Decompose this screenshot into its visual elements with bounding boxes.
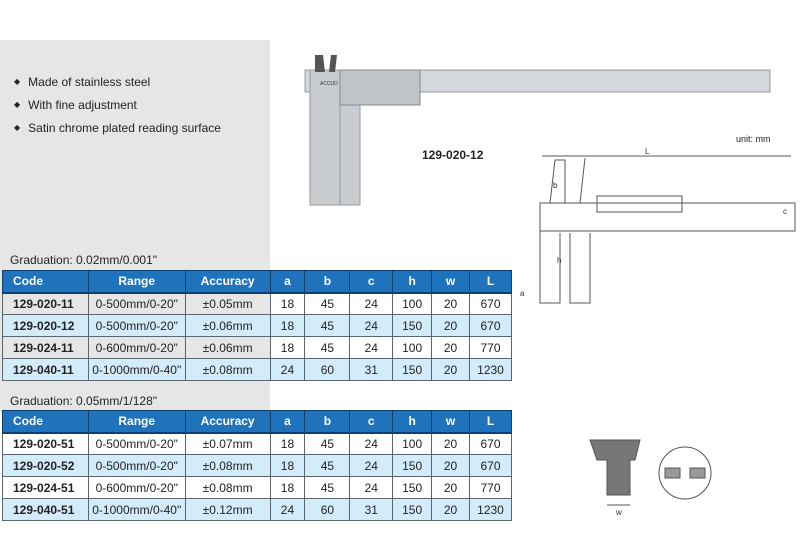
cell-h: 100	[393, 293, 432, 315]
cell-l: 670	[470, 455, 512, 477]
cell-l: 770	[470, 477, 512, 499]
cell-code: 129-040-11	[3, 359, 89, 381]
cell-c: 24	[350, 293, 393, 315]
table-row	[3, 433, 512, 455]
table-header	[3, 411, 512, 433]
cell-h: 150	[393, 315, 432, 337]
cell-accuracy: ±0.08mm	[185, 455, 270, 477]
jaw-detail-diagram	[585, 435, 725, 520]
cell-b: 60	[305, 499, 350, 521]
header-a: a	[270, 411, 305, 433]
cell-b: 45	[305, 315, 350, 337]
cell-accuracy: ±0.06mm	[185, 337, 270, 359]
cell-a: 24	[270, 499, 305, 521]
cell-h: 150	[393, 477, 432, 499]
cell-w: 20	[432, 293, 470, 315]
cell-a: 18	[270, 477, 305, 499]
brand-label: ACCUD	[320, 81, 338, 87]
cell-b: 45	[305, 455, 350, 477]
feature-item	[14, 93, 221, 116]
label-L: L	[645, 148, 650, 156]
cell-c: 24	[350, 455, 393, 477]
cell-code: 129-040-51	[3, 499, 89, 521]
header-w: w	[432, 411, 470, 433]
cell-range: 0-600mm/0-20"	[88, 477, 185, 499]
cell-h: 150	[393, 455, 432, 477]
cell-accuracy: ±0.07mm	[185, 433, 270, 455]
cell-l: 1230	[470, 499, 512, 521]
cell-range: 0-1000mm/0-40"	[88, 359, 185, 381]
diamond-bullet-icon: ◆	[14, 123, 21, 132]
cell-w: 20	[432, 359, 470, 381]
cell-code: 129-024-51	[3, 477, 89, 499]
cell-code: 129-024-11	[3, 337, 89, 359]
table-header	[3, 271, 512, 293]
cell-h: 100	[393, 433, 432, 455]
cell-code: 129-020-12	[3, 315, 89, 337]
spec-table-2	[2, 410, 512, 521]
label-w: w	[616, 508, 622, 517]
cell-l: 770	[470, 337, 512, 359]
cell-b: 45	[305, 293, 350, 315]
label-b: b	[553, 181, 558, 190]
header-a: a	[270, 271, 305, 293]
table-row	[3, 499, 512, 521]
cell-a: 18	[270, 337, 305, 359]
table-row	[3, 455, 512, 477]
cell-a: 18	[270, 293, 305, 315]
cell-range: 0-500mm/0-20"	[88, 455, 185, 477]
cell-c: 24	[350, 315, 393, 337]
cell-w: 20	[432, 455, 470, 477]
graduation-label-2: Graduation: 0.05mm/1/128"	[10, 394, 158, 408]
cell-b: 45	[305, 337, 350, 359]
cell-range: 0-600mm/0-20"	[88, 337, 185, 359]
cell-accuracy: ±0.12mm	[185, 499, 270, 521]
table-row	[3, 315, 512, 337]
cell-c: 31	[350, 359, 393, 381]
cell-c: 24	[350, 433, 393, 455]
cell-h: 150	[393, 499, 432, 521]
cell-range: 0-500mm/0-20"	[88, 315, 185, 337]
header-range: Range	[88, 271, 185, 293]
header-b: b	[305, 411, 350, 433]
header-c: c	[350, 271, 393, 293]
feature-text: With fine adjustment	[28, 97, 137, 112]
cell-accuracy: ±0.08mm	[185, 477, 270, 499]
header-h: h	[393, 411, 432, 433]
header-L: L	[470, 411, 512, 433]
header-code: Code	[3, 271, 89, 293]
cell-c: 24	[350, 337, 393, 359]
cell-l: 1230	[470, 359, 512, 381]
cell-code: 129-020-52	[3, 455, 89, 477]
cell-b: 60	[305, 359, 350, 381]
cell-c: 31	[350, 499, 393, 521]
cell-h: 100	[393, 337, 432, 359]
cell-code: 129-020-51	[3, 433, 89, 455]
label-c: c	[783, 207, 787, 216]
cell-l: 670	[470, 433, 512, 455]
cell-w: 20	[432, 337, 470, 359]
feature-list	[14, 70, 221, 139]
graduation-label-1: Graduation: 0.02mm/0.001"	[10, 253, 158, 267]
cell-a: 18	[270, 433, 305, 455]
model-label: 129-020-12	[422, 148, 484, 162]
table-row	[3, 337, 512, 359]
table-row	[3, 359, 512, 381]
label-h: h	[557, 256, 562, 265]
header-h: h	[393, 271, 432, 293]
cell-a: 24	[270, 359, 305, 381]
spec-table-1	[2, 270, 512, 381]
dimension-diagram	[515, 148, 800, 308]
table-row	[3, 477, 512, 499]
feature-item	[14, 116, 221, 139]
cell-a: 18	[270, 315, 305, 337]
label-a: a	[520, 289, 525, 298]
header-c: c	[350, 411, 393, 433]
diamond-bullet-icon: ◆	[14, 100, 21, 109]
header-accuracy: Accuracy	[185, 411, 270, 433]
cell-accuracy: ±0.05mm	[185, 293, 270, 315]
cell-h: 150	[393, 359, 432, 381]
cell-w: 20	[432, 433, 470, 455]
cell-l: 670	[470, 293, 512, 315]
header-accuracy: Accuracy	[185, 271, 270, 293]
unit-label: unit: mm	[736, 134, 771, 144]
diamond-bullet-icon: ◆	[14, 77, 21, 86]
cell-b: 45	[305, 477, 350, 499]
header-range: Range	[88, 411, 185, 433]
cell-range: 0-500mm/0-20"	[88, 293, 185, 315]
cell-w: 20	[432, 499, 470, 521]
feature-text: Satin chrome plated reading surface	[28, 120, 221, 135]
cell-l: 670	[470, 315, 512, 337]
cell-w: 20	[432, 477, 470, 499]
cell-c: 24	[350, 477, 393, 499]
cell-accuracy: ±0.06mm	[185, 315, 270, 337]
feature-item	[14, 70, 221, 93]
cell-range: 0-500mm/0-20"	[88, 433, 185, 455]
cell-w: 20	[432, 315, 470, 337]
cell-a: 18	[270, 455, 305, 477]
cell-b: 45	[305, 433, 350, 455]
cell-range: 0-1000mm/0-40"	[88, 499, 185, 521]
table-row	[3, 293, 512, 315]
header-w: w	[432, 271, 470, 293]
header-code: Code	[3, 411, 89, 433]
header-L: L	[470, 271, 512, 293]
cell-code: 129-020-11	[3, 293, 89, 315]
cell-accuracy: ±0.08mm	[185, 359, 270, 381]
header-b: b	[305, 271, 350, 293]
feature-text: Made of stainless steel	[28, 74, 151, 89]
